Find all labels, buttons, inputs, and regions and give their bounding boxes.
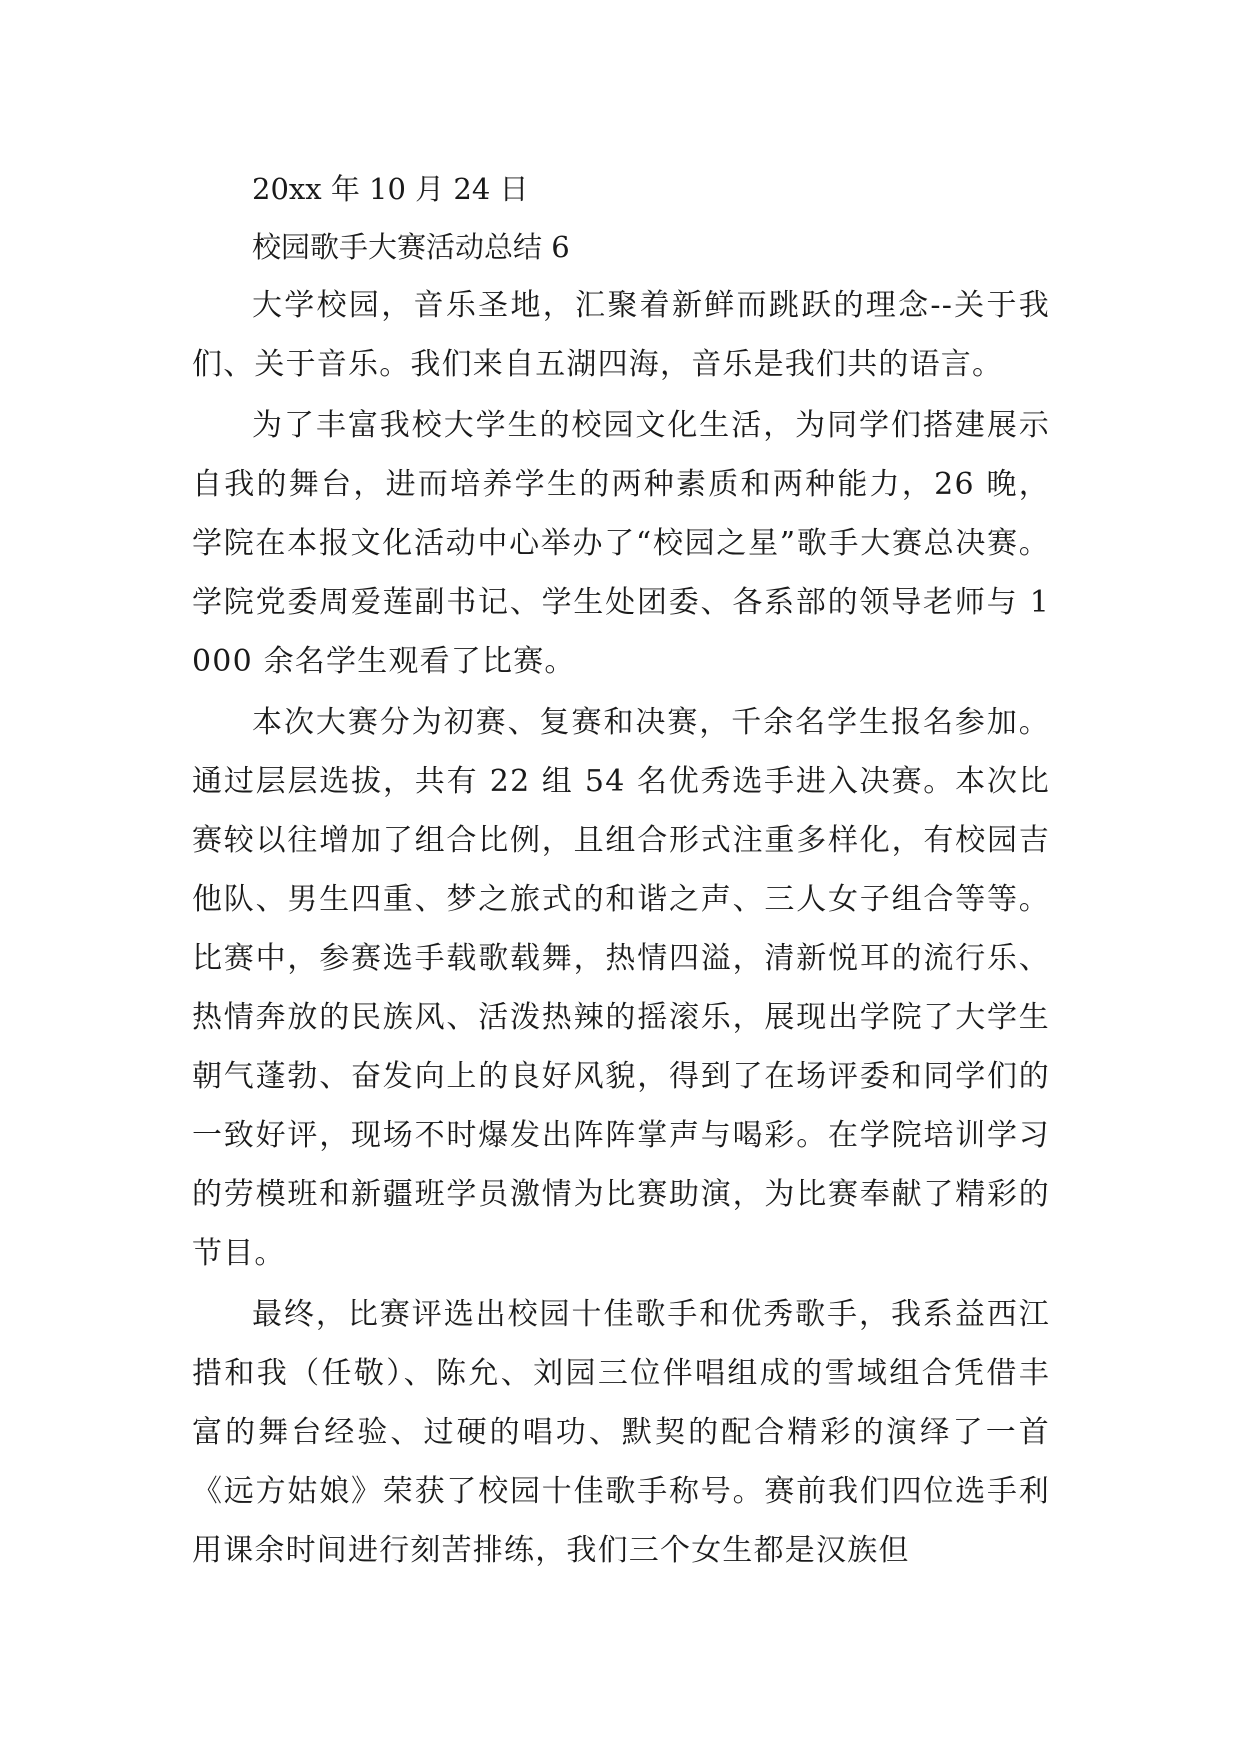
document-date: 20xx 年 10 月 24 日 [252, 172, 529, 206]
document-body [192, 160, 1050, 1580]
paragraph-result: 最终，比赛评选出校园十佳歌手和优秀歌手，我系益西江措和我（任敬）、陈允、刘园三位伴唱组成的雪域组合凭借丰富的舞台经验、过硬的唱功、默契的配合精彩的演绎了一首《远方姑娘》荣获了校园十佳歌手称号。赛前我们四位选手利用课余时间进行刻苦排练，我们三个女生都是汉族但 [192, 1297, 1050, 1568]
paragraph-competition: 本次大赛分为初赛、复赛和决赛，千余名学生报名参加。通过层层选拔，共有 22 组 54 名优秀选手进入决赛。本次比赛较以往增加了组合比例，且组合形式注重多样化，有校园吉他队、男生四重、梦之旅式的和谐之声、三人女子组合等等。比赛中，参赛选手载歌载舞，热情四溢，清新悦耳的流行乐、热情奔放的民族风、活泼热辣的摇滚乐，展现出学院了大学生朝气蓬勃、奋发向上的良好风貌，得到了在场评委和同学们的一致好评，现场不时爆发出阵阵掌声与喝彩。在学院培训学习的劳模班和新疆班学员激情为比赛助演，为比赛奉献了精彩的节目。 [192, 705, 1050, 1271]
document-title: 校园歌手大赛活动总结 6 [252, 230, 570, 264]
paragraph-intro: 大学校园，音乐圣地，汇聚着新鲜而跳跃的理念--关于我们、关于音乐。我们来自五湖四海，音乐是我们共的语言。 [192, 288, 1050, 382]
paragraph-event: 为了丰富我校大学生的校园文化生活，为同学们搭建展示自我的舞台，进而培养学生的两种素质和两种能力，26 晚，学院在本报文化活动中心举办了“校园之星”歌手大赛总决赛。学院党委周爱莲副书记、学生处团委、各系部的领导老师与 1000 余名学生观看了比赛。 [192, 408, 1050, 679]
